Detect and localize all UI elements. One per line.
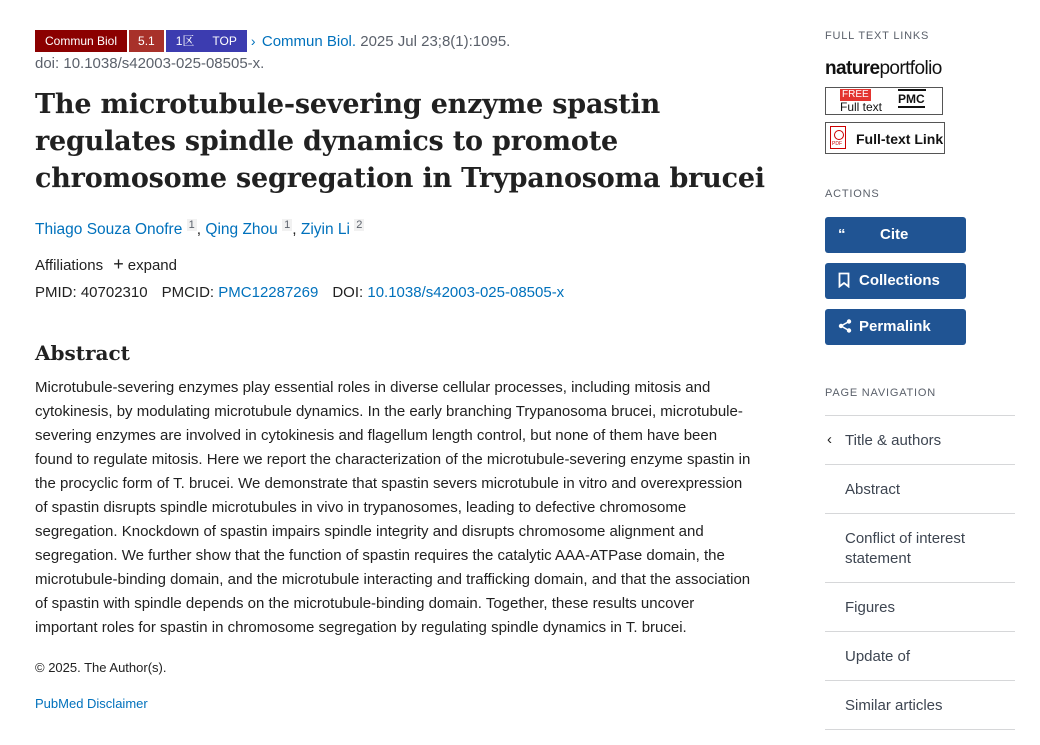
pmid-label: PMID: [35, 284, 77, 302]
citation-line [35, 30, 775, 53]
author-affiliation-ref[interactable]: 1 [188, 219, 195, 231]
impact-factor-badge: 5.1 [129, 30, 164, 52]
journal-badge[interactable]: Commun Biol [35, 30, 127, 52]
pmc-full-text-label: Full text [840, 100, 883, 114]
sidebar [825, 28, 1015, 730]
share-icon [838, 309, 852, 345]
author-link[interactable]: Thiago Souza Onofre [35, 221, 183, 239]
actions-heading: ACTIONS [825, 188, 880, 200]
quote-icon: “ [838, 226, 846, 243]
journal-link[interactable]: Commun Biol. [261, 33, 357, 50]
page-nav-item-abstract[interactable]: Abstract [825, 465, 1015, 514]
chevron-right-icon: › [250, 33, 256, 49]
full-text-links-heading: FULL TEXT LINKS [825, 30, 930, 42]
doi-label: DOI: [332, 284, 364, 302]
page-navigation-heading: PAGE NAVIGATION [825, 387, 937, 399]
bookmark-icon [838, 263, 850, 299]
page-nav-item-figures[interactable]: Figures [825, 583, 1015, 632]
main-content [35, 30, 775, 714]
pmcid-label: PMCID: [161, 284, 215, 302]
collections-button[interactable]: Collections [825, 263, 966, 299]
expand-label: expand [127, 257, 177, 275]
pubmed-disclaimer-link[interactable]: PubMed Disclaimer [35, 696, 148, 712]
permalink-button[interactable]: Permalink [825, 309, 966, 345]
pdf-icon [830, 126, 846, 149]
pmid-value: 40702310 [80, 284, 148, 302]
page-navigation-list [825, 415, 1015, 730]
pmcid-link[interactable]: PMC12287269 [218, 284, 319, 302]
affiliations-label: Affiliations [35, 257, 104, 275]
copyright: © 2025. The Author(s). [35, 660, 167, 676]
authors-list: Thiago Souza Onofre $^1$ , Qing Zhou $^1$ , Ziyin Li $^2$ [35, 219, 363, 239]
zone-top-label: TOP [212, 34, 237, 48]
pmc-free-full-text-link[interactable] [825, 87, 943, 115]
author-affiliation-ref[interactable]: 1 [284, 219, 291, 231]
page-nav-item-conflict-of-interest[interactable]: Conflict of interest statement [825, 514, 1015, 583]
expand-affiliations-button[interactable] [113, 254, 177, 275]
nature-portfolio-logo[interactable]: natureportfolio [825, 58, 942, 79]
page-title: The microtubule-severing enzyme spastin regulates spindle dynamics to promote chromosome segregation in Trypanosoma brucei [35, 89, 765, 194]
author-link[interactable]: Qing Zhou [205, 221, 278, 239]
free-badge: FREE [842, 89, 869, 100]
page-nav-item-similar-articles[interactable]: Similar articles [825, 681, 1015, 730]
author-affiliation-ref[interactable]: 2 [356, 219, 363, 231]
page-nav-item-update-of[interactable]: Update of [825, 632, 1015, 681]
full-text-link-label: Full-text Link [856, 131, 944, 147]
full-text-link-button[interactable] [825, 122, 945, 154]
page-nav-item-title-authors[interactable]: ‹ Title & authors [825, 416, 1015, 465]
doi-line: doi: 10.1038/s42003-025-08505-x. [35, 55, 265, 72]
plus-icon: + [113, 254, 124, 275]
zone-label: 1区 [175, 34, 195, 48]
pmc-logo: PMC [898, 92, 925, 106]
affiliations-row [35, 255, 775, 277]
chevron-left-icon: ‹ [827, 431, 832, 448]
author-link[interactable]: Ziyin Li [300, 221, 350, 239]
doi-link[interactable]: 10.1038/s42003-025-08505-x [367, 284, 565, 302]
cite-button[interactable]: “ Cite [825, 217, 966, 253]
abstract-heading: Abstract [35, 341, 130, 366]
identifiers-row [35, 282, 775, 304]
zone-badge [166, 30, 247, 52]
abstract-text: Microtubule-severing enzymes play essential roles in diverse cellular processes, including mitosis and cytokinesis, by modulating microtubule dynamics. In the early branching Trypanosoma brucei, microtubule-severing enzymes are involved in cytokinesis and flagellum length control, but none of them have been found to regulate mitosis. Here we report the characterization of the microtubule-severing enzyme spastin in the procyclic form of T. brucei. We demonstrate that spastin severs microtubule in vitro and overexpression of spastin disrupts spindle microtubules in vivo in trypanosomes, leading to defective chromosome segregation. Knockdown of spastin impairs spindle integrity and disrupts chromosome alignment and segregation. We further show that the function of spastin requires the catalytic AAA-ATPase domain, the microtubule-binding domain, and the microtubule interacting and trafficking domain, and that the association of spastin with spindle depends on the microtubule-binding domain. Together, these results uncover important roles for spastin in chromosome segregation by regulating spindle dynamics in T. brucei. [35, 379, 751, 637]
citation-date: 2025 Jul 23;8(1):1095. [356, 33, 511, 50]
